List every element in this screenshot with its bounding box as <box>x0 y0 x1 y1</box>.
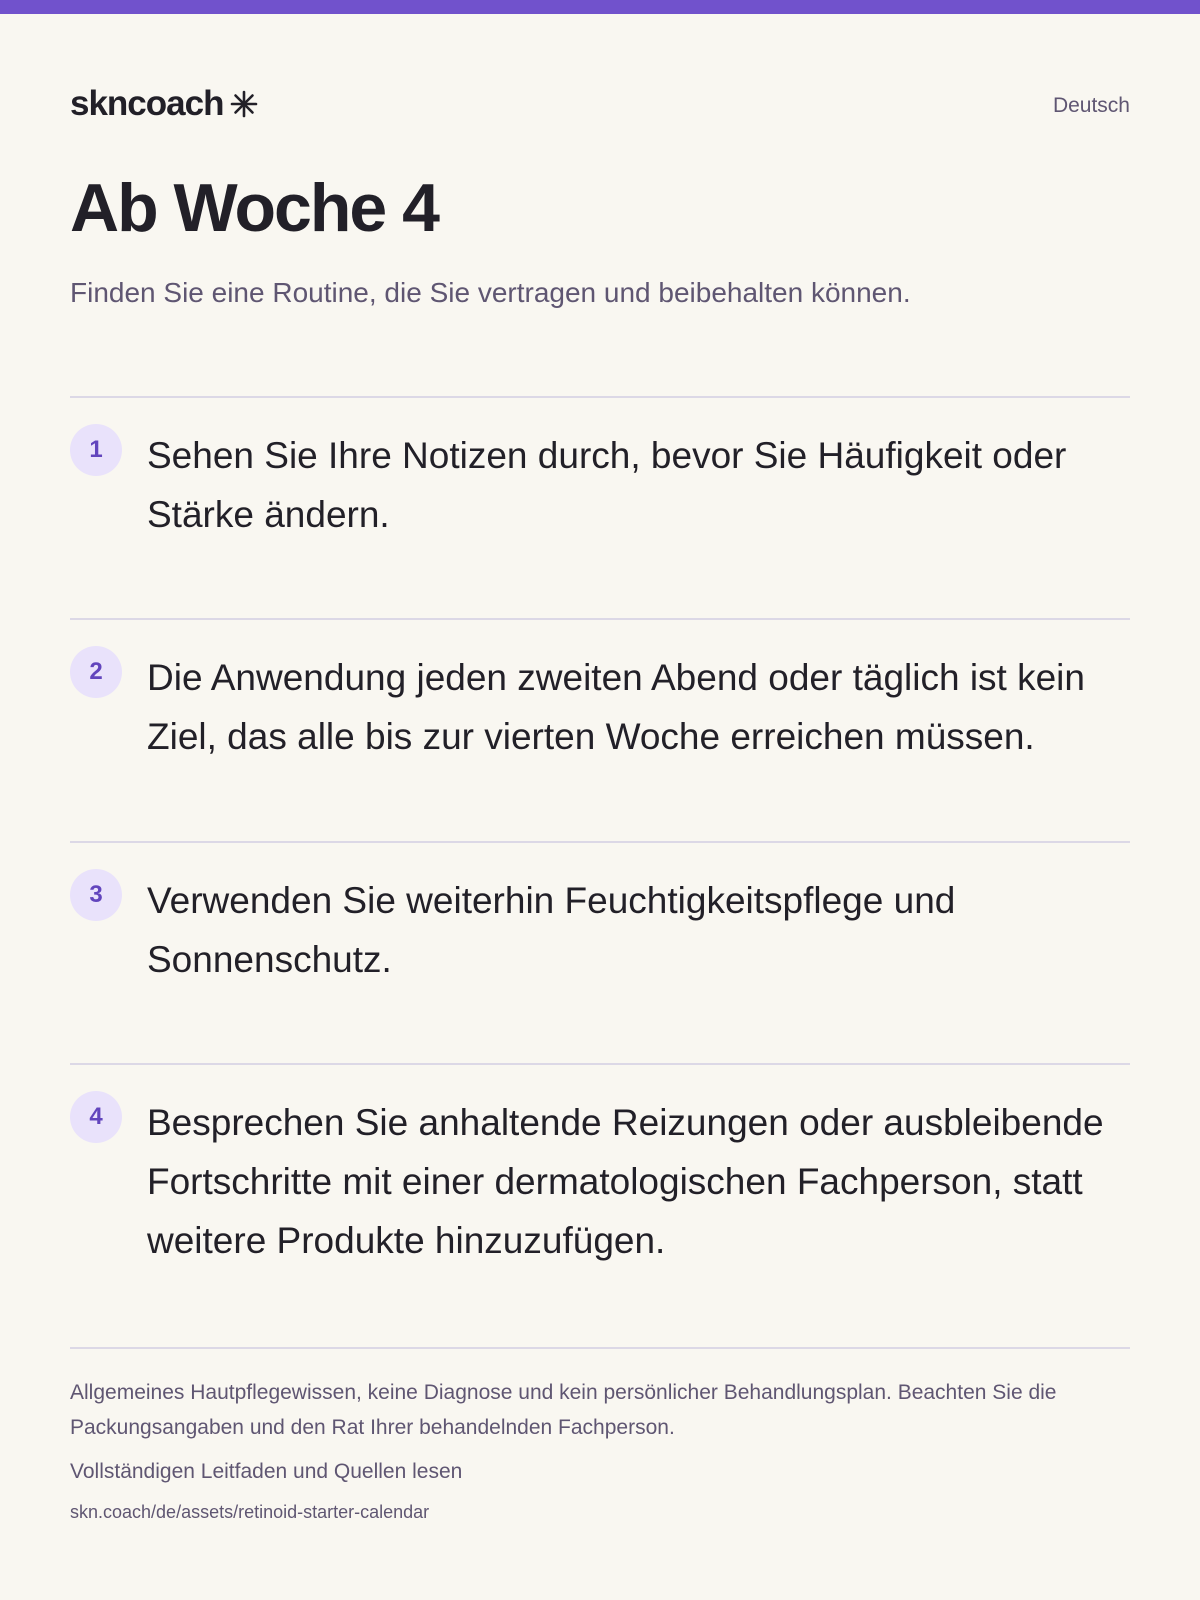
disclaimer-text: Allgemeines Hautpflegewissen, keine Diagnose und kein persönlicher Behandlungsplan. Beachten Sie die Packungsangaben und den Rat Ihrer behandelnden Fachperson. <box>70 1381 1057 1439</box>
step-item <box>70 396 1130 618</box>
step-number-badge: 2 <box>70 646 122 698</box>
step-item <box>70 841 1130 1063</box>
steps-list <box>70 396 1130 1347</box>
header <box>70 84 1130 134</box>
asterisk-star-icon <box>229 89 259 119</box>
step-text: Sehen Sie Ihre Notizen durch, bevor Sie Häufigkeit oder Stärke ändern. <box>147 435 1067 535</box>
page-subtitle: Finden Sie eine Routine, die Sie vertragen und beibehalten können. <box>70 277 911 308</box>
step-number-badge: 4 <box>70 1091 122 1143</box>
source-url: skn.coach/de/assets/retinoid-starter-calendar <box>70 1502 430 1522</box>
logo <box>70 84 259 124</box>
language-selector[interactable]: Deutsch <box>1052 94 1130 117</box>
logo-text: skncoach <box>70 84 224 123</box>
top-accent-bar <box>0 0 1200 14</box>
page-title: Ab Woche 4 <box>70 170 438 246</box>
step-text: Besprechen Sie anhaltende Reizungen oder ausbleibende Fortschritte mit einer dermatologischen Fachperson, statt weitere Produkte hinzuzufügen. <box>147 1102 1104 1261</box>
step-item <box>70 1063 1130 1347</box>
full-guide-link[interactable]: Vollständigen Leitfaden und Quellen lesen <box>70 1460 463 1483</box>
step-number-badge: 1 <box>70 424 122 476</box>
footer <box>70 1347 1130 1525</box>
step-item <box>70 618 1130 841</box>
step-text: Die Anwendung jeden zweiten Abend oder täglich ist kein Ziel, das alle bis zur vierten Woche erreichen müssen. <box>147 657 1085 757</box>
step-text: Verwenden Sie weiterhin Feuchtigkeitspflege und Sonnenschutz. <box>147 880 956 980</box>
step-number-badge: 3 <box>70 869 122 921</box>
